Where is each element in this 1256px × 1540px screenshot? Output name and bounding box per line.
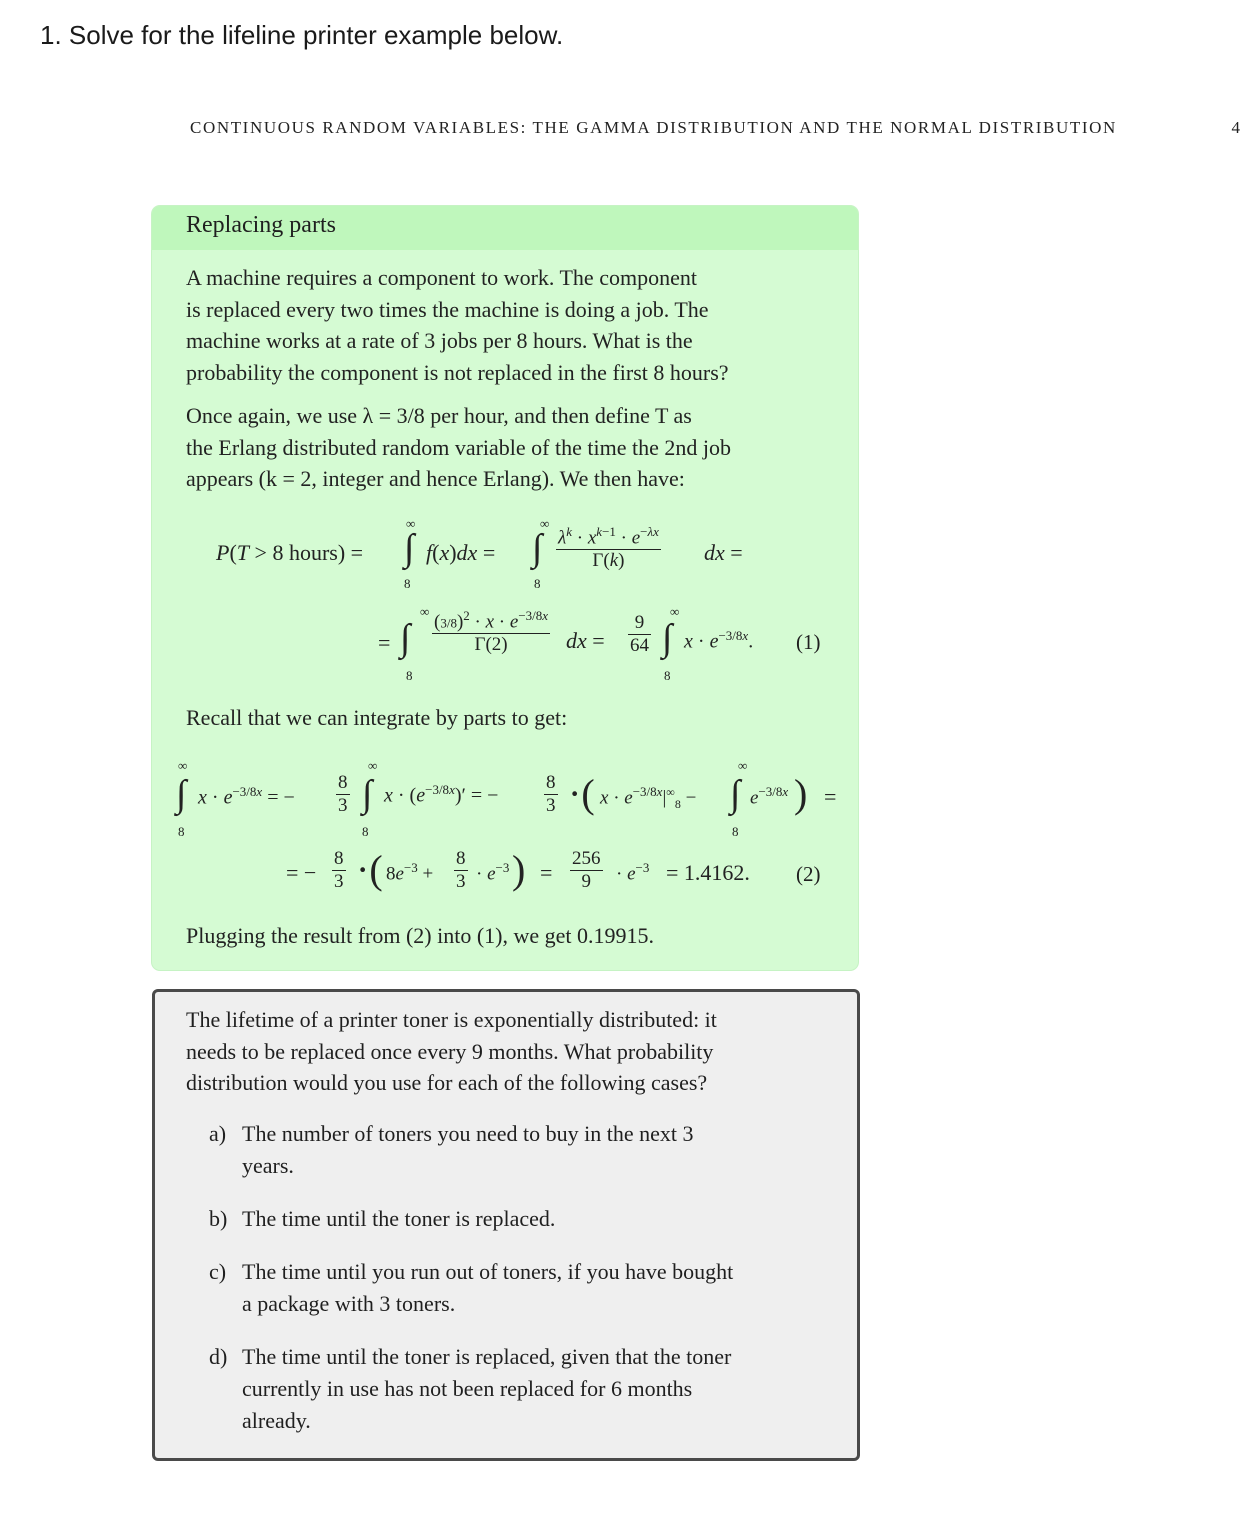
equation-2-label: (2): [796, 862, 821, 886]
exercise-item-label: a): [209, 1121, 227, 1146]
example-title: Replacing parts: [186, 212, 336, 238]
exercise-item-text: The time until the toner is replaced.: [242, 1206, 556, 1231]
running-head-text: CONTINUOUS RANDOM VARIABLES: THE GAMMA DISTRIBUTION AND THE NORMAL DISTRIBUTION: [190, 118, 1117, 137]
equation-2-result: = 1.4162.: [666, 860, 750, 885]
example-paragraph-problem: A machine requires a component to work. The component is replaced every two times the machine is doing a job. The machine works at a rate of 3 jobs per 8 hours. What is the probability the component is not replaced in the first 8 hours?: [186, 265, 729, 385]
question-heading: 1. Solve for the lifeline printer example below.: [40, 20, 564, 50]
exercise-item-label: d): [209, 1344, 228, 1369]
running-head: [190, 118, 1240, 138]
exercise-item-text: The time until you run out of toners, if you have bought a package with 3 toners.: [242, 1259, 734, 1316]
example-paragraph-setup: Once again, we use λ = 3/8 per hour, and then define T as the Erlang distributed random variable of the time the 2nd job appears (k = 2, integer and hence Erlang). We then have:: [186, 403, 731, 491]
example-title-bar: [152, 206, 858, 250]
equation-2-line-1: ∫ ∞ 8 $x \cdot e^{-3/8x}$ = − $\frac{8}{3}$ ∫ ∞ 8 $x \cdot (e^{-3/8x})'$ = − $\frac{8}{3}$ ·( $x \cdot e^{-3/8x}|^\infty_8$ − ∫ ∞ 8 $e^{-3/8x}$ ) =: [176, 758, 837, 839]
equation-1-label: (1): [796, 630, 821, 654]
exercise-item-label: b): [209, 1206, 228, 1231]
exercise-item-text: The number of toners you need to buy in the next 3 years.: [242, 1121, 694, 1178]
example-conclusion: Plugging the result from (2) into (1), we get 0.19915.: [186, 923, 655, 948]
equation-2-line-2: = − $\frac{8}{3}$ ·( $8e^{-3}$ + $\frac{8}{3}$ · $e^{-3}$ ) = $\frac{256}{9}$ · $e^{-3}$ = 1.4162.: [286, 847, 750, 892]
exercise-item-label: c): [209, 1259, 227, 1284]
exercise-intro: The lifetime of a printer toner is exponentially distributed: it needs to be replaced once every 9 months. What probability distribution would you use for each of the following cases?: [186, 1007, 717, 1095]
equation-1-line-1: P(T > 8 hours) = ∫ ∞ 8 f(x)dx = ∫ ∞ 8 $\frac{\lambda^k \cdot x^{k-1} \cdot e^{-\lambda x}}{\Gamma(k)}$ dx =: [216, 516, 743, 591]
example-recall-text: Recall that we can integrate by parts to get:: [186, 705, 568, 730]
exercise-item-text: The time until the toner is replaced, given that the toner currently in use has not been replaced for 6 months already.: [242, 1344, 732, 1433]
page-number: 4: [1231, 118, 1240, 137]
equation-1-line-2: = ∫ ∞ 8 $\frac{(3/8)^2 \cdot x \cdot e^{-3/8x}}{\Gamma(2)}$ dx = $\frac{9}{64}$ ∫ ∞ 8 $x \cdot e^{-3/8x}$.: [378, 604, 754, 683]
